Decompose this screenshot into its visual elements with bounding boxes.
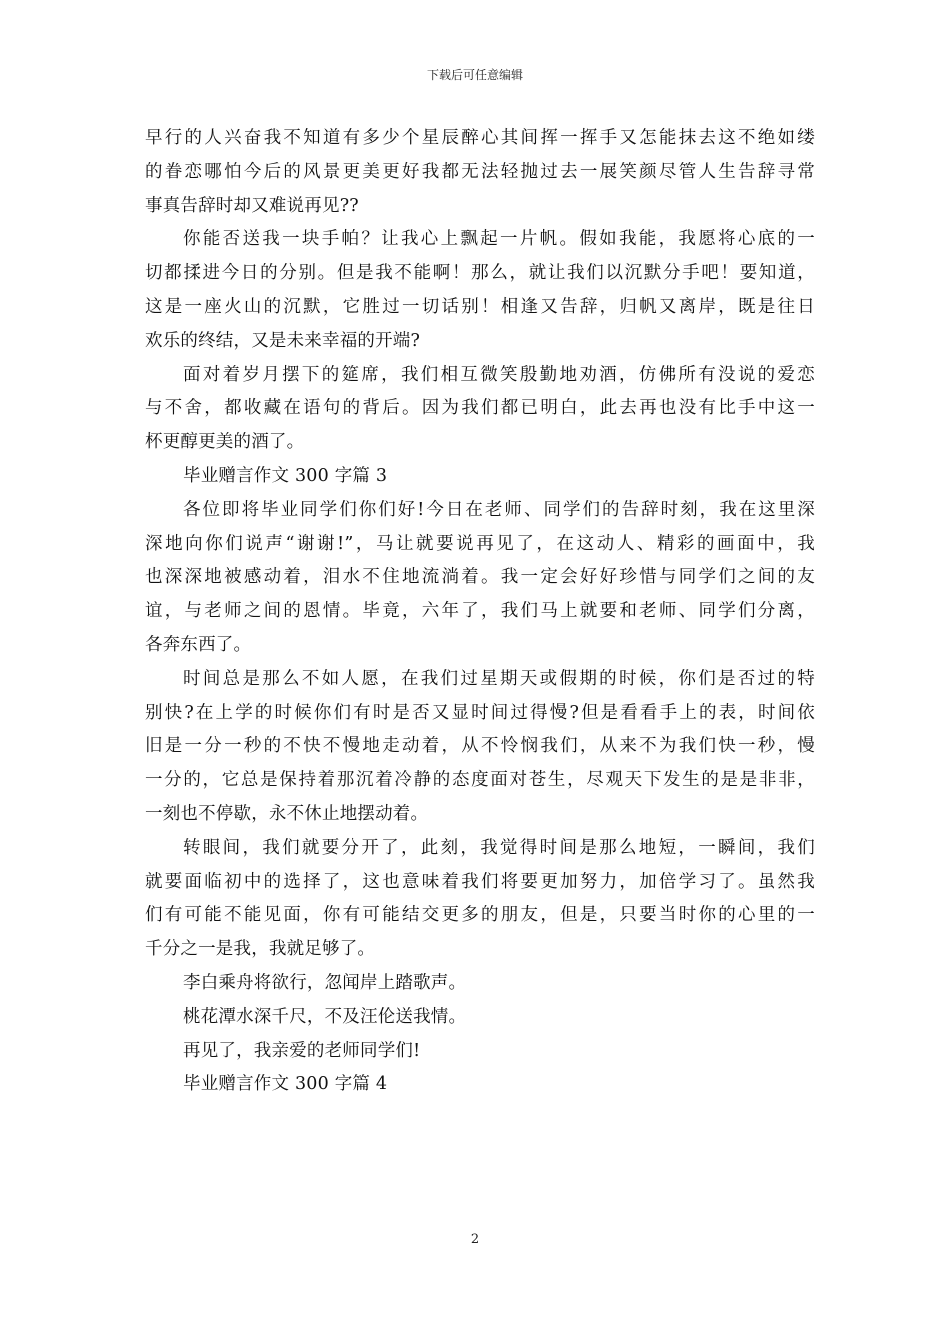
text-line: 欢乐的终结，又是未来幸福的开端?	[145, 330, 421, 351]
text-line: 各位即将毕业同学们你们好!今日在老师、同学们的告辞时刻，我在这里深	[183, 499, 815, 520]
text-line: 与不舍，都收藏在语句的背后。因为我们都已明白，此去再也没有比手中这一	[145, 398, 815, 419]
text-line: 事真告辞时却又难说再见??	[145, 195, 359, 216]
text-line: 就要面临初中的选择了，这也意味着我们将要更加努力，加倍学习了。虽然我	[145, 871, 815, 892]
text-line: 千分之一是我，我就足够了。	[145, 939, 376, 960]
section-heading: 毕业赠言作文 300 字篇 4	[183, 1074, 388, 1095]
section-heading: 毕业赠言作文 300 字篇 3	[183, 465, 388, 486]
text-line: 旧是一分一秒的不快不慢地走动着，从不怜悯我们，从来不为我们快一秒，慢	[145, 736, 815, 757]
text-line: 的眷恋哪怕今后的风景更美更好我都无法轻抛过去一展笑颜尽管人生告辞寻常	[145, 161, 815, 182]
page-header: 下载后可任意编辑	[426, 68, 523, 82]
text-line: 深地向你们说声“谢谢!”，马让就要说再见了，在这动人、精彩的画面中，我	[145, 533, 815, 554]
page-number: 2	[470, 1232, 480, 1247]
text-line: 谊，与老师之间的恩情。毕竟，六年了，我们马上就要和老师、同学们分离，	[145, 601, 815, 622]
poem-line: 桃花潭水深千尺，不及汪伦送我情。	[183, 1006, 467, 1027]
body-text	[145, 122, 815, 1102]
text-line: 也深深地被感动着，泪水不住地流淌着。我一定会好好珍惜与同学们之间的友	[145, 567, 815, 588]
text-line: 各奔东西了。	[145, 634, 252, 655]
poem-line: 李白乘舟将欲行，忽闻岸上踏歌声。	[183, 972, 467, 993]
text-line: 切都揉进今日的分别。但是我不能啊！那么，就让我们以沉默分手吧！要知道，	[145, 263, 815, 284]
text-line: 一分的，它总是保持着那沉着冷静的态度面对苍生，尽观天下发生的是是非非，	[145, 770, 815, 791]
text-line: 杯更醇更美的酒了。	[145, 432, 305, 453]
text-line: 时间总是那么不如人愿，在我们过星期天或假期的时候，你们是否过的特	[183, 668, 815, 689]
text-line: 面对着岁月摆下的筵席，我们相互微笑殷勤地劝酒，仿佛所有没说的爱恋	[183, 364, 815, 385]
text-line: 转眼间，我们就要分开了，此刻，我觉得时间是那么地短，一瞬间，我们	[183, 837, 815, 858]
text-line: 别快?在上学的时候你们有时是否又显时间过得慢?但是看看手上的表，时间依	[145, 702, 815, 723]
text-line: 们有可能不能见面，你有可能结交更多的朋友，但是，只要当时你的心里的一	[145, 905, 815, 926]
text-line: 早行的人兴奋我不知道有多少个星辰醉心其间挥一挥手又怎能抹去这不绝如缕	[145, 128, 815, 148]
text-line: 一刻也不停歇，永不休止地摆动着。	[145, 803, 429, 824]
text-line: 这是一座火山的沉默，它胜过一切话别！相逢又告辞，归帆又离岸，既是往日	[145, 296, 815, 317]
text-line: 你能否送我一块手帕？让我心上飘起一片帆。假如我能，我愿将心底的一	[183, 229, 815, 250]
text-line: 再见了，我亲爱的老师同学们!	[183, 1040, 421, 1061]
